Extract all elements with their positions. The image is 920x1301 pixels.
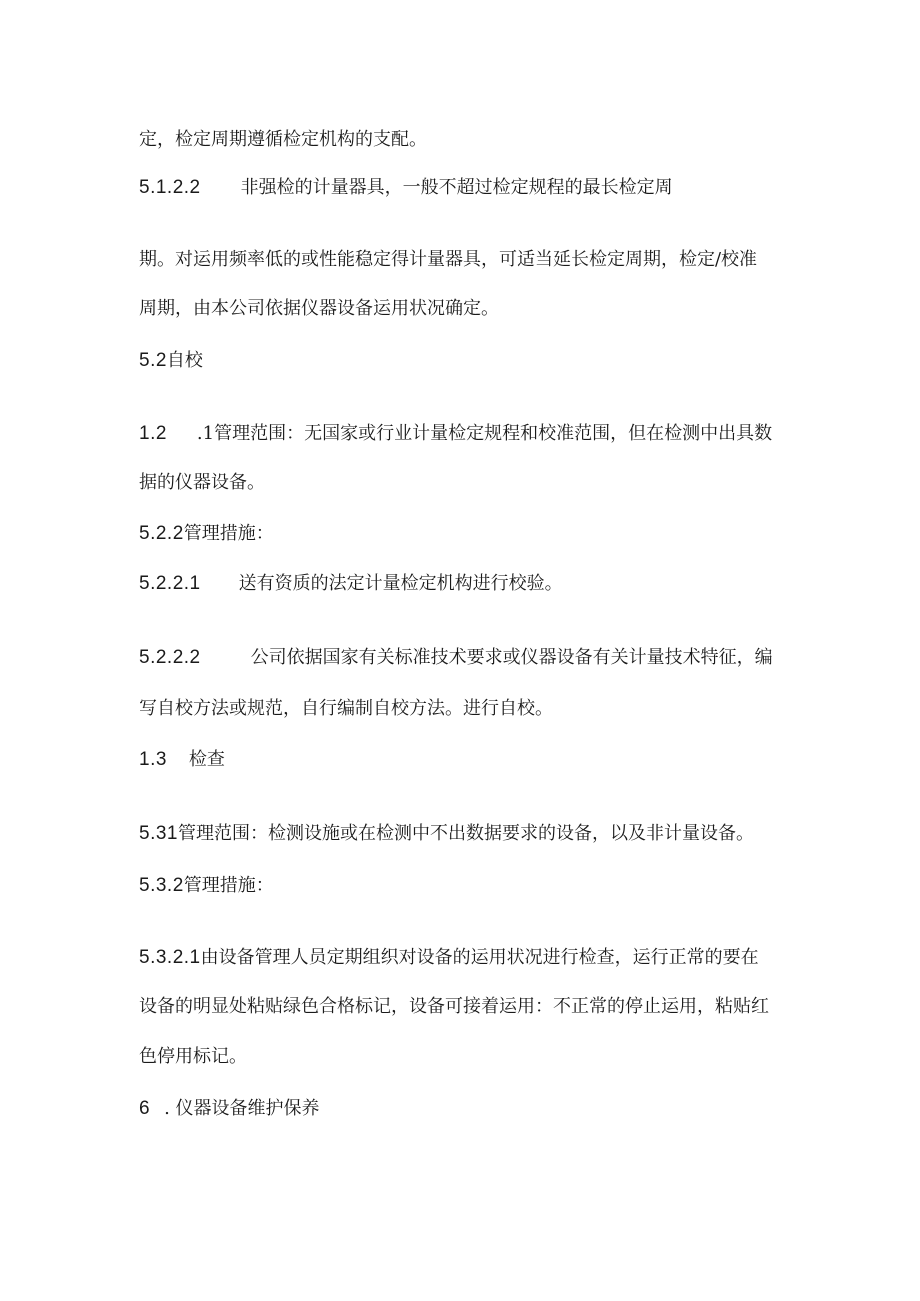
section-number: 5.2.2 <box>139 523 184 544</box>
section-number: 5.3.2 <box>139 875 184 896</box>
section-title: 检查 <box>188 749 225 770</box>
paragraph-text: 定，检定周期遵循检定机构的支配。 <box>139 129 427 150</box>
paragraph-text: 公司依据国家有关标准技术要求或仪器设备有关计量技术特征，编 <box>250 647 773 668</box>
paragraph-text: 管理范围：检测设施或在检测中不出数据要求的设备，以及非计量设备。 <box>177 823 754 844</box>
paragraph-line <box>139 128 427 152</box>
section-number: 6 <box>139 1098 151 1119</box>
section-number: 1.2 <box>139 423 167 444</box>
paragraph-text: 送有资质的法定计量检定机构进行校验。 <box>238 573 563 594</box>
paragraph-line <box>139 248 757 272</box>
section-number: 5.1.2.2 <box>139 177 201 198</box>
paragraph-text: 色停用标记。 <box>139 1046 247 1067</box>
section-heading-5-2-2-1 <box>139 572 563 596</box>
section-number: 5.2 <box>139 350 167 371</box>
section-number: 5.2.2.1 <box>139 573 201 594</box>
paragraph-text: 非强检的计量器具，一般不超过检定规程的最长检定周 <box>240 177 673 198</box>
paragraph-line <box>139 471 265 495</box>
paragraph-text: 期。对运用频率低的或性能稳定得计量器具，可适当延长检定周期，检定/校准 <box>139 249 758 270</box>
section-heading-5-2-2-2 <box>139 646 773 670</box>
section-heading-6 <box>139 1097 320 1121</box>
section-number: 5.31 <box>139 823 178 844</box>
paragraph-line <box>139 297 499 321</box>
section-number: 1.3 <box>139 749 167 770</box>
paragraph-text: 设备的明显处粘贴绿色合格标记，设备可接着运用：不正常的停止运用，粘贴红 <box>139 996 769 1017</box>
paragraph-text: 据的仪器设备。 <box>139 472 265 493</box>
section-number: 5.2.2.2 <box>139 647 201 668</box>
section-number: 5.3.2.1 <box>139 947 201 968</box>
paragraph-line <box>139 697 553 721</box>
paragraph-line <box>139 995 769 1019</box>
section-heading-1-2 <box>139 422 772 446</box>
section-title: 管理措施： <box>183 523 274 544</box>
section-heading-5-3-1 <box>139 822 754 846</box>
section-heading-5-2-2 <box>139 522 274 546</box>
section-title: . 仪器设备维护保养 <box>164 1098 320 1119</box>
section-title: 自校 <box>166 350 203 371</box>
section-heading-1-3 <box>139 748 225 772</box>
paragraph-text: 由设备管理人员定期组织对设备的运用状况进行检查，运行正常的要在 <box>200 947 759 968</box>
paragraph-text: 写自校方法或规范，自行编制自校方法。进行自校。 <box>139 698 553 719</box>
paragraph-line <box>139 1045 247 1069</box>
section-heading-5-3-2-1 <box>139 946 759 970</box>
section-title: 管理措施： <box>183 875 274 896</box>
section-heading-5-2 <box>139 349 203 373</box>
paragraph-text: .1管理范围：无国家或行业计量检定规程和校准范围，但在检测中出具数 <box>196 423 773 444</box>
section-heading-5-3-2 <box>139 874 274 898</box>
section-heading-5-1-2-2 <box>139 176 673 200</box>
paragraph-text: 周期，由本公司依据仪器设备运用状况确定。 <box>139 298 499 319</box>
